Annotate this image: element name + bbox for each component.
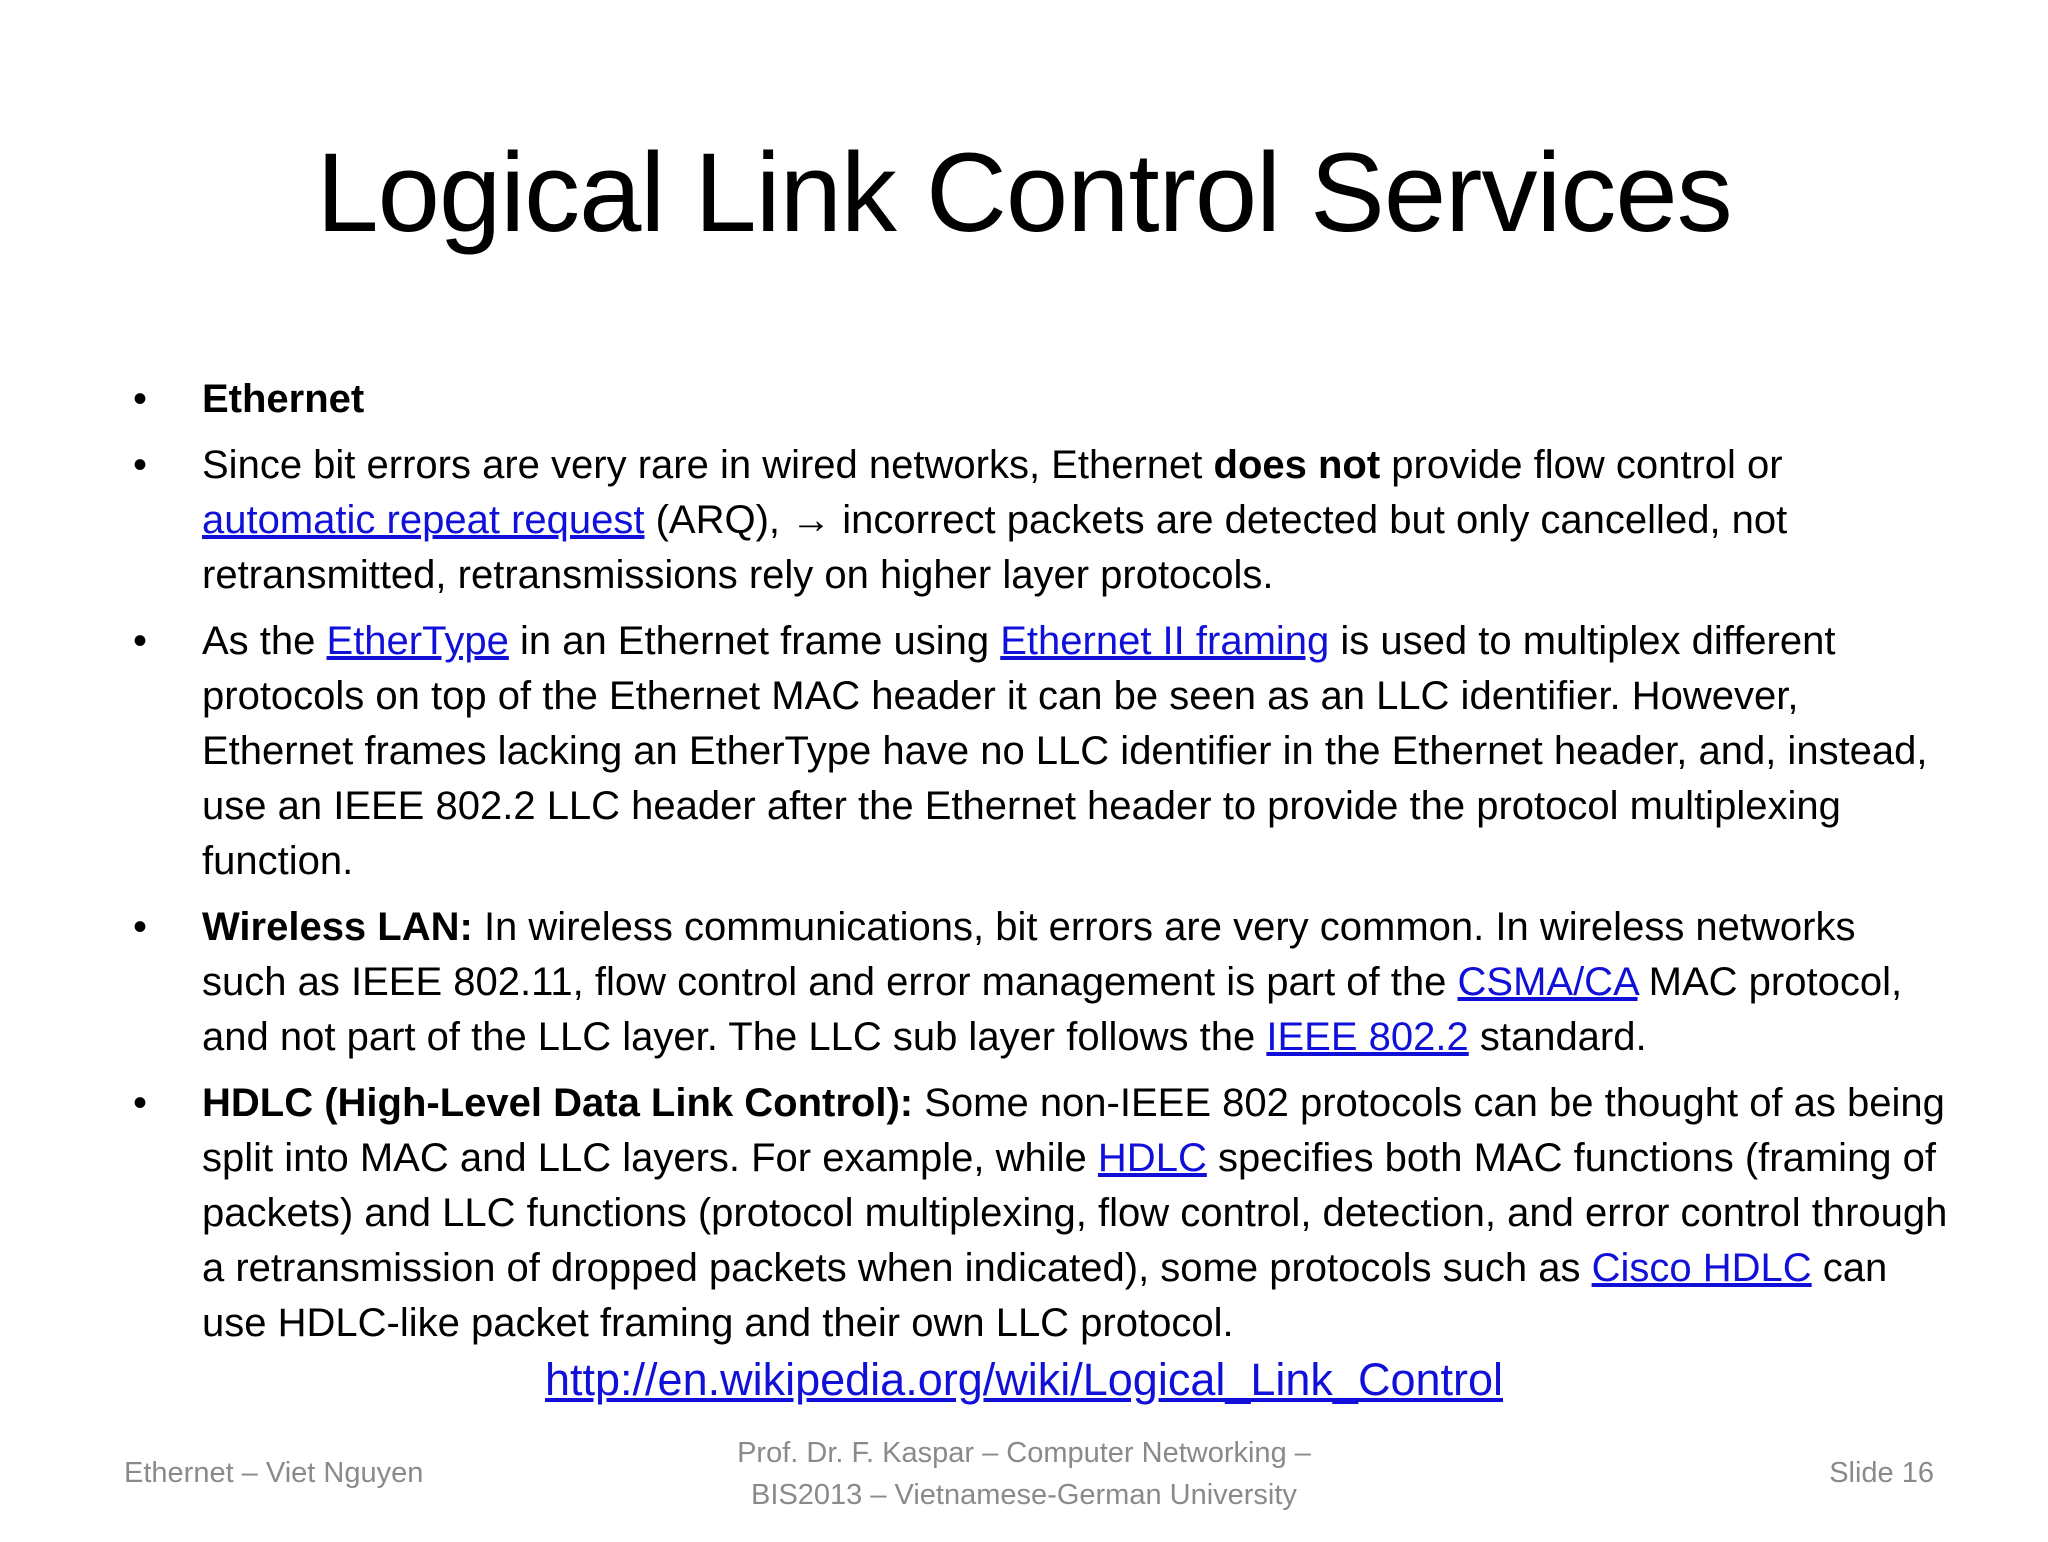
bullet-heading: Wireless LAN:	[202, 905, 473, 949]
bullet-text: in an Ethernet frame using	[508, 619, 1001, 663]
link-cisco-hdlc[interactable]: Cisco HDLC	[1591, 1246, 1812, 1290]
slide-title: Logical Link Control Services	[316, 130, 1732, 255]
bullet-ethertype	[110, 614, 1950, 889]
slide-number: Slide 16	[1829, 1457, 1934, 1489]
footer-center-line2: BIS2013 – Vietnamese-German University	[751, 1479, 1297, 1511]
link-automatic-repeat-request[interactable]: automatic repeat request	[202, 498, 645, 542]
bullet-wireless-lan	[110, 900, 1950, 1065]
link-ethernet-ii-framing[interactable]: Ethernet II framing	[1000, 619, 1330, 663]
footer-center-line1: Prof. Dr. F. Kaspar – Computer Networking –	[737, 1437, 1311, 1469]
bullet-text: In wireless communications, bit errors are very common. In wireless networks such as IEEE 802.11, flow control and error management is part of the	[202, 905, 1856, 1004]
arrow-icon: →	[791, 498, 832, 542]
bullet-marker: •	[132, 443, 147, 487]
bullet-heading: Ethernet	[202, 377, 365, 421]
bullet-text: Some non-IEEE 802 protocols can be thought of as being split into MAC and LLC layers. For example, while	[202, 1081, 1945, 1180]
bullet-marker: •	[132, 377, 147, 421]
bullet-text: provide flow control or	[1380, 443, 1783, 487]
bullet-text: is used to multiplex different protocols on top of the Ethernet MAC header it can be seen as an LLC identifier. However, Ethernet frames lacking an EtherType have no LLC identifier in the Ethernet header, and, instead, use an IEEE 802.2 LLC header after the Ethernet header to provide the protocol multiplexing function.	[202, 619, 1928, 883]
footer-center	[624, 1432, 1424, 1522]
bullet-hdlc	[110, 1076, 1950, 1351]
bullet-text: MAC protocol, and not part of the LLC layer. The LLC sub layer follows the	[202, 960, 1903, 1059]
link-hdlc[interactable]: HDLC	[1097, 1136, 1207, 1180]
bullet-marker: •	[132, 905, 147, 949]
link-ethertype[interactable]: EtherType	[326, 619, 509, 663]
bullet-text: As the	[202, 619, 327, 663]
bullet-marker: •	[132, 1081, 147, 1125]
source-link-container	[0, 1352, 2048, 1408]
bullet-text: incorrect packets are detected but only cancelled, not retransmitted, retransmissions rely on higher layer protocols.	[202, 498, 1788, 597]
bullet-emphasis: does not	[1213, 443, 1381, 487]
bullet-marker: •	[132, 619, 147, 663]
bullet-ethernet-arq	[110, 438, 1950, 603]
bullet-text: can use HDLC-like packet framing and their own LLC protocol.	[202, 1246, 1888, 1345]
bullet-text: specifies both MAC functions (framing of packets) and LLC functions (protocol multiplexing, flow control, detection, and error control through a retransmission of dropped packets when indicated), some protocols such as	[202, 1136, 1948, 1290]
bullet-ethernet	[110, 372, 1950, 427]
bullet-heading: HDLC (High-Level Data Link Control):	[202, 1081, 914, 1125]
bullet-text: standard.	[1468, 1015, 1647, 1059]
bullet-list	[110, 372, 1950, 1362]
footer-left: Ethernet – Viet Nguyen	[124, 1457, 424, 1489]
bullet-text: (ARQ),	[644, 498, 792, 542]
bullet-text: Since bit errors are very rare in wired networks, Ethernet	[202, 443, 1214, 487]
source-link[interactable]: http://en.wikipedia.org/wiki/Logical_Link_Control	[544, 1354, 1504, 1405]
link-ieee-802-2[interactable]: IEEE 802.2	[1266, 1015, 1469, 1059]
link-csma-ca[interactable]: CSMA/CA	[1457, 960, 1638, 1004]
